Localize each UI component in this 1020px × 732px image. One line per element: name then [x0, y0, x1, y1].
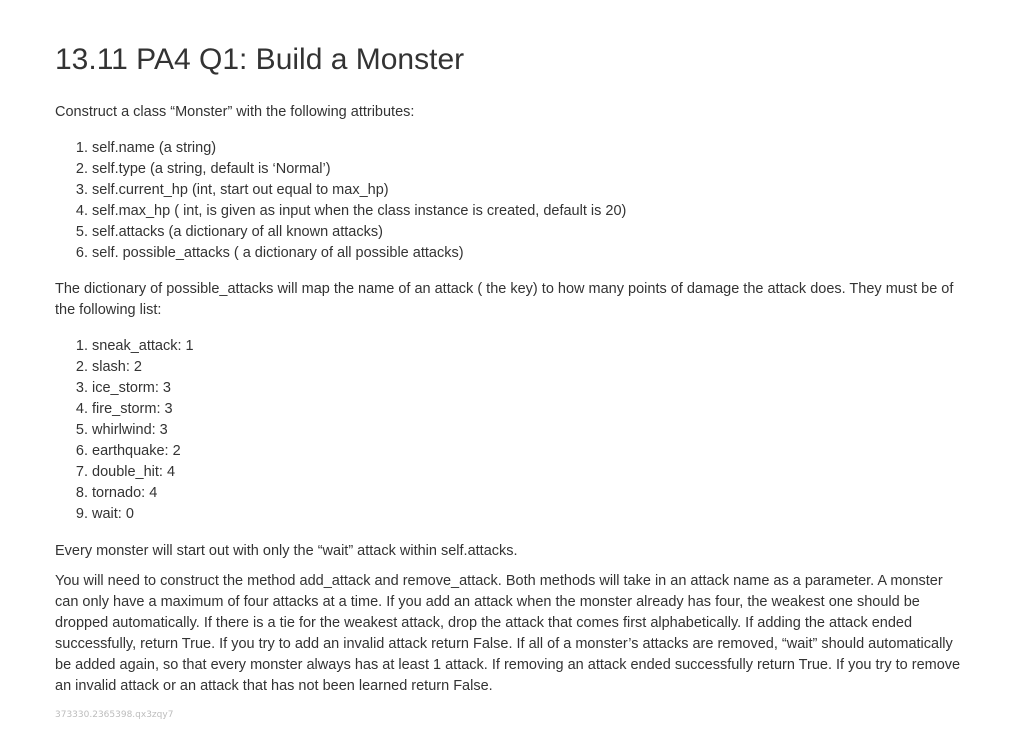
- list-item: 6. earthquake: 2: [92, 441, 965, 462]
- list-item: 4. self.max_hp ( int, is given as input when the class instance is created, default is 20): [92, 201, 965, 222]
- list-item: 5. self.attacks (a dictionary of all known attacks): [92, 222, 965, 243]
- page-title: 13.11 PA4 Q1: Build a Monster: [55, 43, 465, 76]
- list-item: 3. self.current_hp (int, start out equal to max_hp): [92, 180, 965, 201]
- list-item: 3. ice_storm: 3: [92, 378, 965, 399]
- list-item: 1. self.name (a string): [92, 138, 965, 159]
- list-item: 6. self. possible_attacks ( a dictionary of all possible attacks): [92, 243, 965, 264]
- question-body: [55, 102, 965, 706]
- list-item: 5. whirlwind: 3: [92, 420, 965, 441]
- methods-paragraph: You will need to construct the method add_attack and remove_attack. Both methods will take in an attack name as a parameter. A monster can only have a maximum of four attacks at a time. If you add an attack when the monster already has four, the weakest one should be dropped automatically. If there is a tie for the weakest attack, drop the attack that comes first alphabetically. If adding the attack ended successfully, return True. If you try to add an invalid attack return False. If all of a monster’s attacks are removed, “wait” should automatically be added again, so that every monster always has at least 1 attack. If removing an attack ended successfully return True. If you try to remove an invalid attack or an attack that has not been learned return False.: [55, 573, 961, 694]
- list-item: 7. double_hit: 4: [92, 462, 965, 483]
- possible-attacks-paragraph: The dictionary of possible_attacks will map the name of an attack ( the key) to how many points of damage the attack does. They must be of the following list:: [55, 281, 954, 318]
- possible-attacks-list: [55, 336, 965, 525]
- list-item: 2. self.type (a string, default is ‘Normal’): [92, 159, 965, 180]
- list-item: 2. slash: 2: [92, 357, 965, 378]
- wait-paragraph: Every monster will start out with only the “wait” attack within self.attacks.: [55, 543, 518, 559]
- list-item: 9. wait: 0: [92, 504, 965, 525]
- list-item: 8. tornado: 4: [92, 483, 965, 504]
- content-id: 373330.2365398.qx3zqy7: [55, 710, 174, 720]
- intro-paragraph: Construct a class “Monster” with the following attributes:: [55, 104, 415, 120]
- list-item: 1. sneak_attack: 1: [92, 336, 965, 357]
- attributes-list: [55, 138, 965, 264]
- list-item: 4. fire_storm: 3: [92, 399, 965, 420]
